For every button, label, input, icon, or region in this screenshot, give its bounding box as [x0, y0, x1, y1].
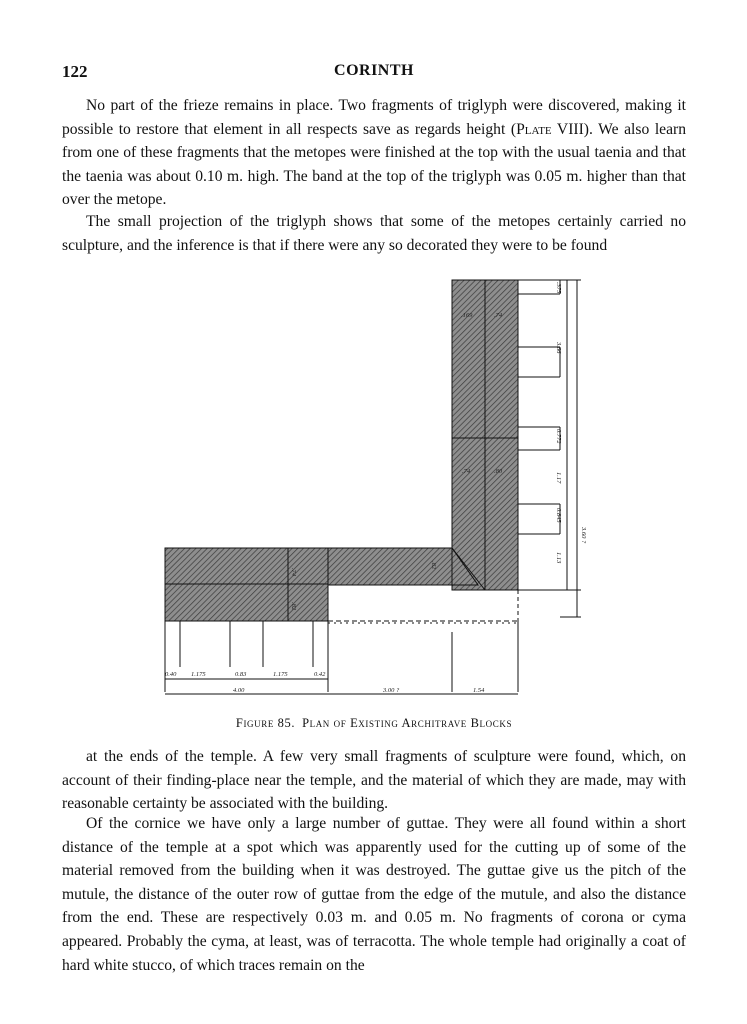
figure-label: Figure 85. — [235, 716, 296, 730]
paragraph-sculpture: at the ends of the temple. A few very small fragments of sculpture were found, which, on account of their finding-place near the temple, and the material of which they are made, may with reasonable certainty be associated with the building. — [62, 748, 686, 813]
p1-text-b: ). We also learn from one of these fragments that the metopes were finished at the top with the usual taenia and that the taenia was about 0.10 m. high. The band at the top of the triglyph was 0.05 m. higher than that over the metope. — [62, 120, 687, 209]
p1-text-a: No part of the frieze remains in place. Two fragments of triglyph were discovered, making it possible to restore that element in all respects save as regards height ( — [62, 97, 686, 138]
dim-right-2: 3.66 — [555, 342, 562, 354]
dim-top-b: .74 — [494, 312, 503, 319]
paragraph-cornice: Of the cornice we have only a large number of guttae. They were all found within a short distance of the temple at a spot which was apparently used for the cutting up of some of the material removed from the building when it was destroyed. The guttae give us the pitch of the mutule, the distance of the outer row of guttae from the edge of the mutule, and also the distance from the end. These are respectively 0.03 m. and 0.05 m. No fragments of corona or cyma appeared. Probably the cyma, at least, was of terracotta. The whole temple had originally a coat of hard white stucco, of which traces remain on the — [62, 815, 686, 974]
dim-bottom-4: 1.175 — [273, 671, 288, 678]
dim-right-5: 0.845 — [555, 508, 562, 523]
plate-reference: Plate VIII — [516, 120, 584, 138]
page-header — [62, 62, 686, 86]
dim-bottom-2: 1.175 — [191, 671, 206, 678]
dim-mid-b: .80 — [494, 468, 503, 475]
dim-top-a: .169 — [461, 312, 473, 319]
dim-left-b: .82 — [290, 602, 297, 611]
bottom-triglyph-outlines — [165, 621, 518, 692]
dim-right-1: .375 — [555, 282, 562, 294]
dim-right-4: 1.17 — [555, 472, 562, 484]
figure-caption-text: Plan of Existing Architrave Blocks — [302, 716, 513, 730]
architrave-plan-figure — [155, 272, 595, 702]
dim-bottom-7: 3.00 ? — [383, 687, 400, 694]
dim-right-total: 3.60 ? — [580, 527, 587, 544]
dim-middle: .82 — [430, 561, 437, 570]
dim-bottom-3: 0.83 — [235, 671, 247, 678]
dim-left-a: .74 — [290, 568, 297, 577]
paragraph-metopes: The small projection of the triglyph shows that some of the metopes certainly carried no sculpture, and the inference is that if there were any so decorated they were to be found — [62, 213, 686, 254]
right-triglyph-outlines — [518, 280, 560, 622]
dim-bottom-6: 4.00 — [233, 687, 245, 694]
dim-bottom-5: 0.42 — [314, 671, 326, 678]
dim-bottom-1: 0.40 — [165, 671, 177, 678]
figure-caption — [62, 716, 686, 731]
dim-right-6: 1.13 — [555, 552, 562, 564]
dim-bottom-8: 1.54 — [473, 687, 485, 694]
paragraph-frieze — [62, 94, 686, 212]
dim-right-3: 0.772 — [555, 429, 562, 444]
dim-mid-a: .74 — [462, 468, 471, 475]
page-number: 122 — [62, 62, 88, 81]
running-head: CORINTH — [334, 62, 414, 79]
